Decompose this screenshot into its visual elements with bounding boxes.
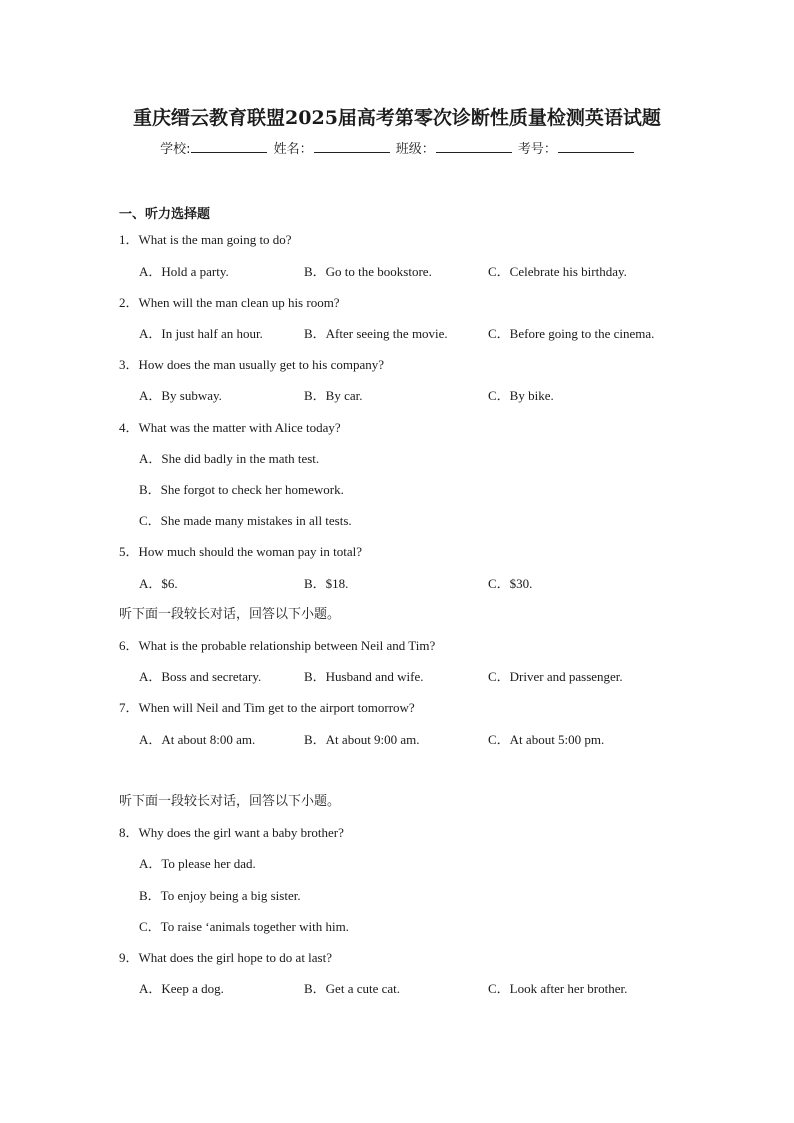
question-7-option-c[interactable]: C．At about 5:00 pm. [488, 732, 605, 747]
question-8-option-c[interactable]: C．To raise ‘animals together with him. [139, 919, 349, 934]
question-1-option-c[interactable]: C．Celebrate his birthday. [488, 264, 627, 279]
question-3-option-a[interactable]: A．By subway. [139, 388, 222, 403]
class-label: 班级： [395, 142, 435, 157]
question-7-option-a[interactable]: A．At about 8:00 am. [139, 732, 256, 747]
question-6-option-c[interactable]: C．Driver and passenger. [488, 669, 623, 684]
school-blank[interactable] [191, 140, 267, 153]
question-5-option-a[interactable]: A．$6. [139, 576, 178, 591]
question-3-option-c[interactable]: C．By bike. [488, 388, 554, 403]
question-1-option-a[interactable]: A．Hold a party. [139, 264, 229, 279]
question-5-stem: 5．How much should the woman pay in total? [119, 544, 362, 559]
question-5-option-b[interactable]: B．$18. [304, 576, 349, 591]
question-5-option-c[interactable]: C．$30. [488, 576, 533, 591]
question-3-option-b[interactable]: B．By car. [304, 388, 363, 403]
student-info-row [0, 138, 794, 157]
question-2-stem: 2．When will the man clean up his room? [119, 295, 340, 310]
question-7-option-b[interactable]: B．At about 9:00 am. [304, 732, 420, 747]
question-9-stem: 9．What does the girl hope to do at last? [119, 950, 333, 965]
school-field [160, 138, 267, 157]
question-4-option-c[interactable]: C．She made many mistakes in all tests. [139, 513, 352, 528]
exam-number-label: 考号： [517, 142, 557, 157]
question-7-stem: 7．When will Neil and Tim get to the airport tomorrow? [119, 700, 415, 715]
exam-title: 重庆缙云教育联盟2025届高考第零次诊断性质量检测英语试题 [133, 107, 661, 129]
question-6-option-a[interactable]: A．Boss and secretary. [139, 669, 262, 684]
long-dialogue-instruction-1: 听下面一段较长对话，回答以下小题。 [119, 607, 341, 622]
class-field [396, 138, 512, 157]
question-4-option-b[interactable]: B．She forgot to check her homework. [139, 482, 344, 497]
long-dialogue-instruction-2: 听下面一段较长对话，回答以下小题。 [119, 794, 341, 809]
name-label: 姓名： [273, 142, 313, 157]
name-blank[interactable] [314, 140, 390, 153]
question-9-option-b[interactable]: B．Get a cute cat. [304, 981, 401, 996]
school-label: 学校: [160, 142, 191, 157]
name-field [274, 138, 390, 157]
question-4-stem: 4．What was the matter with Alice today? [119, 420, 341, 435]
question-4-option-a[interactable]: A．She did badly in the math test. [139, 451, 320, 466]
question-9-option-a[interactable]: A．Keep a dog. [139, 981, 224, 996]
question-9-option-c[interactable]: C．Look after her brother. [488, 981, 628, 996]
question-8-stem: 8．Why does the girl want a baby brother? [119, 825, 344, 840]
exam-number-blank[interactable] [558, 140, 634, 153]
section-heading-listening: 一、听力选择题 [119, 207, 211, 222]
question-2-option-b[interactable]: B．After seeing the movie. [304, 326, 448, 341]
question-8-option-a[interactable]: A．To please her dad. [139, 856, 256, 871]
question-8-option-b[interactable]: B．To enjoy being a big sister. [139, 888, 301, 903]
question-1-stem: 1．What is the man going to do? [119, 232, 292, 247]
question-3-stem: 3．How does the man usually get to his company? [119, 357, 385, 372]
exam-number-field [518, 138, 634, 157]
question-2-option-a[interactable]: A．In just half an hour. [139, 326, 263, 341]
question-2-option-c[interactable]: C．Before going to the cinema. [488, 326, 655, 341]
class-blank[interactable] [436, 140, 512, 153]
question-6-option-b[interactable]: B．Husband and wife. [304, 669, 424, 684]
question-6-stem: 6．What is the probable relationship between Neil and Tim? [119, 638, 436, 653]
question-1-option-b[interactable]: B．Go to the bookstore. [304, 264, 432, 279]
